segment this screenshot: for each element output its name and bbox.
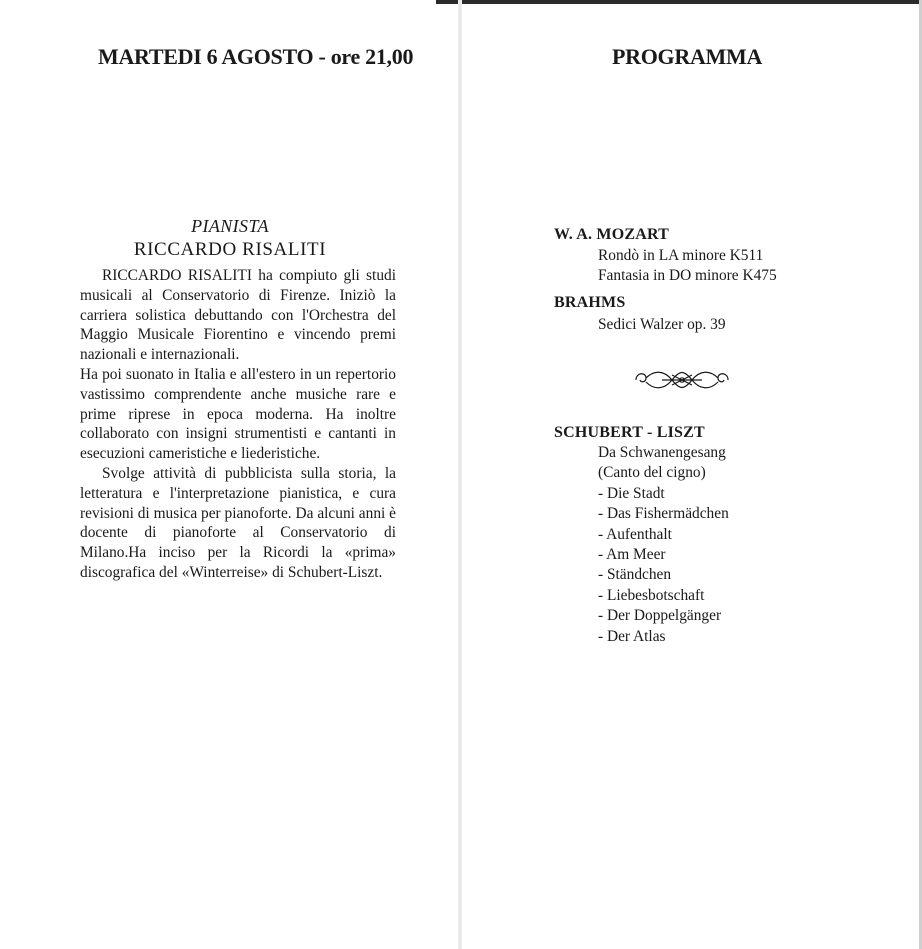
scroll-ornament-icon: [632, 366, 732, 394]
works-brahms: [598, 315, 726, 335]
performer-name: RICCARDO RISALITI: [133, 239, 327, 260]
program-heading: PROGRAMMA: [612, 44, 763, 69]
work-item: - Liebesbotschaft: [598, 586, 705, 604]
work-item: Rondò in LA minore K511: [598, 247, 764, 264]
work-item: - Der Atlas: [598, 627, 666, 645]
composer-brahms: BRAHMS: [554, 294, 626, 311]
works-mozart: [598, 246, 777, 287]
composer-mozart: W. A. MOZART: [554, 226, 670, 243]
work-item: - Die Stadt: [598, 484, 665, 502]
bio-paragraph-1: RICCARDO RISALITI ha compiuto gli studi musicali al Conservatorio di Firenze. Iniziò la carriera solistica debuttando con l'Orchestra del Maggio Musicale Fiorentino e vincendo premi nazionali e internazionali.: [80, 267, 396, 364]
work-item: - Der Doppelgänger: [598, 607, 722, 625]
bio-paragraph-2: Ha poi suonato in Italia e all'estero in un repertorio vastissimo comprendente anche musiche rare e prime riprese in epoca moderna. Ha inoltre collaborato con insigni strumentisti e cantanti in esecuzioni cameristiche e liederistiche.: [80, 365, 396, 463]
concert-date-heading: MARTEDI 6 AGOSTO - ore 21,00: [98, 44, 414, 69]
work-item: - Am Meer: [598, 546, 666, 564]
performer-role: PIANISTA: [191, 216, 269, 236]
bio-paragraph-3: Svolge attività di pubblicista sulla storia, la letteratura e l'interpretazione pianistica, e cura revisioni di musica per pianoforte. Da alcuni anni è docente di pianoforte al Conservatorio di Milano.Ha inciso per la Ricordi la «prima» discografica del «Winterreise» di Schubert-Liszt.: [80, 464, 396, 581]
performer-biography: [80, 266, 396, 583]
work-item: Sedici Walzer op. 39: [598, 316, 726, 333]
work-item: Fantasia in DO minore K475: [598, 267, 777, 285]
work-item: - Ständchen: [598, 566, 672, 584]
right-page: [460, 0, 922, 949]
work-item: - Aufenthalt: [598, 525, 672, 543]
composer-schubert-liszt: SCHUBERT - LISZT: [554, 424, 705, 441]
works-schubert-liszt: [598, 443, 729, 647]
work-item: Da Schwanengesang: [598, 444, 726, 461]
work-item: - Das Fishermädchen: [598, 505, 729, 523]
left-page: [0, 0, 460, 949]
work-item: (Canto del cigno): [598, 464, 706, 482]
